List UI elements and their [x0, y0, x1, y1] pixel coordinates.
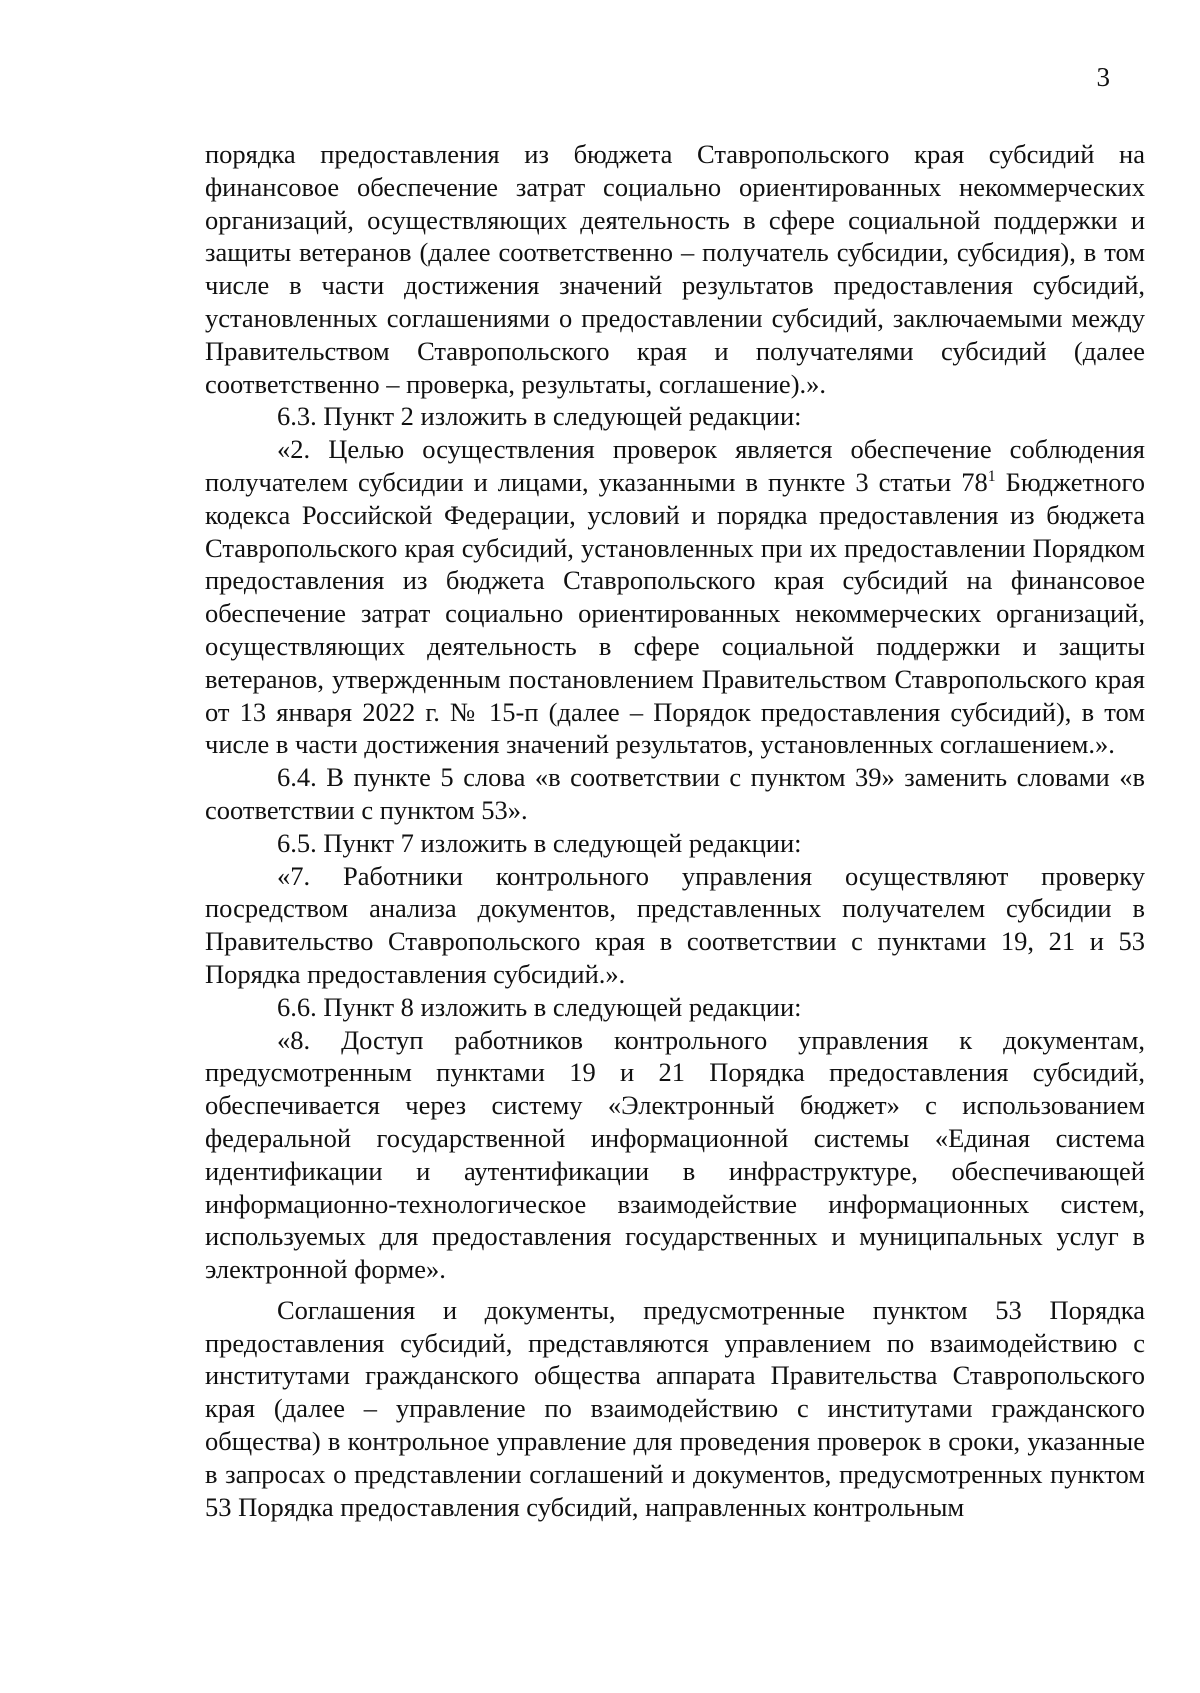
paragraph-6-6: 6.6. Пункт 8 изложить в следующей редакции: [277, 991, 802, 1022]
clause-2-text-before: «2. Целью осуществления проверок является обеспечение соблюдения получателем субсидии и лицами, указанными в пункте 3 статьи 78 [205, 434, 1145, 497]
clause-2-text-after: Бюджетного кодекса Российской Федерации, условий и порядка предоставления из бюджета Ставропольского края субсидий, установленных при их предоставлении Порядком предоставления из бюджета Ставропольского края субсидий на финансовое обеспечение затрат социально ориентированных некоммерческих организаций, осуществляющих деятельность в сфере социальной поддержки и защиты ветеранов, утвержденным постановлением Правительством Ставропольского края от 13 января 2022 г. № 15-п (далее – Порядок предоставления субсидий), в том числе в части достижения значений результатов, установленных соглашением.». [205, 466, 1145, 760]
paragraph-clause-8: «8. Доступ работников контрольного управления к документам, предусмотренным пунктами 19 и 21 Порядка предоставления субсидий, обеспечивается через систему «Электронный бюджет» с использованием федеральной государственной информационной системы «Единая система идентификации и аутентификации в инфраструктуре, обеспечивающей информационно-технологическое взаимодействие информационных систем, используемых для предоставления государственных и муниципальных услуг в электронной форме». [205, 1024, 1145, 1285]
article-superscript: 1 [987, 468, 996, 486]
paragraph-clause-7: «7. Работники контрольного управления осуществляют проверку посредством анализа документов, представленных получателем субсидии в Правительство Ставропольского края в соответствии с пунктами 19, 21 и 53 Порядка предоставления субсидий.». [205, 860, 1145, 989]
paragraph-6-4: 6.4. В пункте 5 слова «в соответствии с пунктом 39» заменить словами «в соответствии с пунктом 53». [205, 762, 1145, 825]
page-number: 3 [1096, 62, 1110, 92]
paragraph-continuation: порядка предоставления из бюджета Ставропольского края субсидий на финансовое обеспечение затрат социально ориентированных некоммерческих организаций, осуществляющих деятельность в сфере социальной поддержки и защиты ветеранов (далее соответственно – получатель субсидии, субсидия), в том числе в части достижения значений результатов предоставления субсидий, установленных соглашениями о предоставлении субсидий, заключаемыми между Правительством Ставропольского края и получателями субсидий (далее соответственно – проверка, результаты, соглашение).». [205, 139, 1145, 399]
paragraph-agreements: Соглашения и документы, предусмотренные пунктом 53 Порядка предоставления субсидий, представляются управлением по взаимодействию с институтами гражданского общества аппарата Правительства Ставропольского края (далее – управление по взаимодействию с институтами гражданского общества) в контрольное управление для проведения проверок в сроки, указанные в запросах о представлении соглашений и документов, предусмотренных пунктом 53 Порядка предоставления субсидий, направленных контрольным [205, 1294, 1145, 1522]
paragraph-6-5: 6.5. Пункт 7 изложить в следующей редакции: [277, 827, 802, 858]
paragraph-clause-2 [205, 433, 1145, 761]
paragraph-6-3: 6.3. Пункт 2 изложить в следующей редакции: [277, 401, 802, 432]
document-body [205, 138, 1145, 1523]
